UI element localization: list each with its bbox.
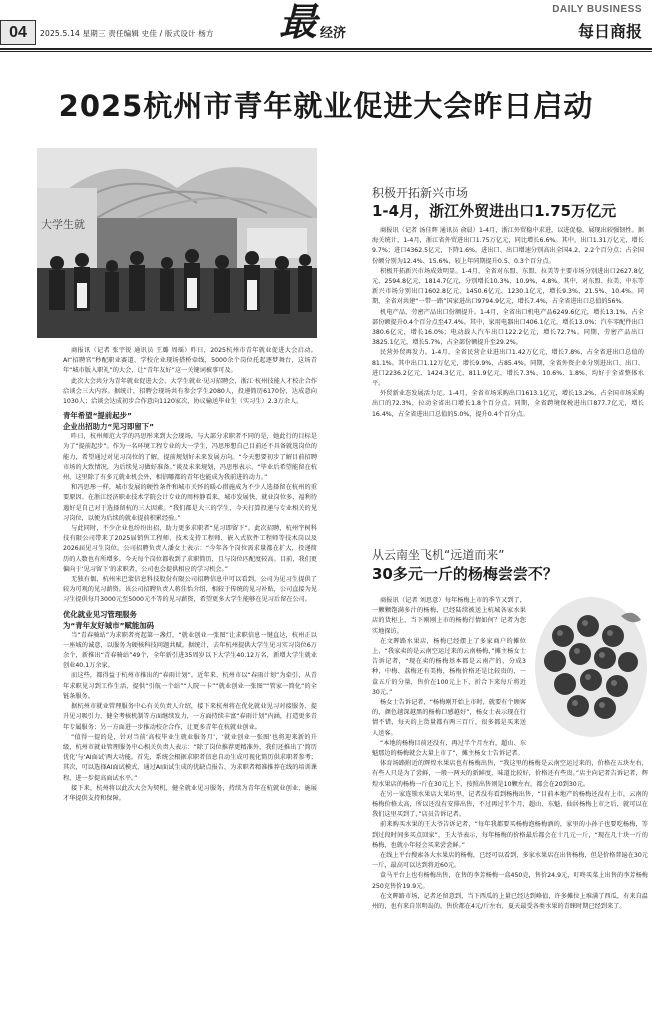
trade-article-body <box>372 226 644 524</box>
paragraph: “本地的杨梅目前还没有，再过半个月左右，超山、东魁那边的杨梅就会大量上市了”，摊主杨女士告诉记者。 <box>372 739 526 758</box>
bayberry-headline: 30多元一斤的杨梅尝尝不？ <box>372 565 558 583</box>
section-subtitle-line2: 为“青年友好城市”赋能加码 <box>63 620 155 630</box>
brand-chinese: 每日商报 <box>577 22 642 41</box>
paragraph: 民营外贸再发力。1-4月，全省民营企业进出口1.42万亿元，增长7.8%，占全省进出口总值的81.1%。其中出口1.12万亿元，增长9.9%，占85.4%。同期，全省外资企业分别进出口、出口、进口2236.2亿元、1424.3亿元、811.9亿元，增长7.3%、10.6%、1.8%，均好于全省整体水平。 <box>372 349 644 388</box>
paragraph: 在线上平台搜索各大水果店的杨梅，已经可以看到，多家水果店在出售杨梅，但是价格普遍在30元一斤，最高可以达到将近60元。 <box>372 852 648 870</box>
paragraph: 体育场路附近的辉煌水果店也有杨梅出售，“我这里的杨梅是云南空运过来的，价格在五块左右，有些人只是为了尝鲜，一般一两天的新鲜度，味道比较好，价格还有些贵。”店主向记者告诉记者，辉煌水果店的杨梅一斤在30元上下，按照出售则是10颗左右，都会在20到30元。 <box>372 760 648 788</box>
paragraph: 接下来，杭州将以此次大会为契机，健全就业见习服务，持续为青年在杭就业创业、施展才华提供支持和保障。 <box>63 784 317 802</box>
section-subtitle: 青年希望“提前起步” <box>63 411 132 421</box>
issue-line: 2025.5.14 星期三 责任编辑 史佳 / 版式设计 杨方 <box>40 29 214 38</box>
page-number: 04 <box>0 20 36 45</box>
paragraph: 机电产品、劳密产品出口份额提升。1-4月，全省出口机电产品6249.6亿元，增长13.1%，占全部份额提升0.4个百分点至47.4%。其中，家用电器出口406.1亿元，增长13.0%；汽车零配件出口380.6亿元，增长16.0%；电动载人汽车出口122.2亿元，增长72.7%。同期，劳密产品出口3825.1亿元，增长5.7%，占全部份额提升至29.2%。 <box>372 308 644 347</box>
svg-text:大学生就: 大学生就 <box>41 218 85 231</box>
bayberry-article-body <box>372 596 648 1024</box>
paragraph: 商报讯（记者 汤佳辉 通讯员 俞晨）1-4月，浙江外贸稳中求进，以进促稳，展现出较强韧性。据海关统计，1-4月，浙江省外贸进出口1.75万亿元，同比增长6.6%。其中，出口1.31万亿元，增长9.7%；进口4362.5亿元，下降1.6%。进出口、出口增速分别高出全国4.2、2.2个百分点；占全国份额分别为12.4%、15.6%，较上年同期提升0.5、0.3个百分点。 <box>372 227 644 265</box>
paragraph: 商报讯（记者 张宇锐 通讯员 王璐 周瑶）昨日，2025杭州市青年就业促进大会启动。AI“招聘官”秒配职业赛道、学校企业现场搭桥牵线，5000余个岗位托起逐梦舞台，这场青年“城市版入职礼”的大会，让“青年友好”这一关键词被事可及。 <box>63 347 317 375</box>
masthead-rule-thin <box>0 51 652 52</box>
brand-english: DAILY BUSINESS <box>552 4 642 15</box>
paragraph: 与此同时，不少企业也纷纷出招，助力更多求职者“见习即留下”。此次招聘，杭州宇树科技有限公司带来了2025届销售工程师、技术支持工程师、嵌入式软件工程师等技术岗以及2026届见习生岗位。公司招聘负责人潘女士表示：“今年各个岗位需求量都在扩大，投递简历的人数也有所增多。今天每个岗位都收到了求职简历，且与岗位匹配度较高。目前，我们更偏向于‘见习留下’的求职者，公司也会提供相应的学习机会。” <box>63 525 317 573</box>
paragraph: 和冯思彤一样，城市发展的硬性条件和城市关怀的暖心措施成为不少人选择留在杭州的重要原因。在浙江经济职业技术学院会计专业的周梓静看来，城市发展快、就业岗位多、福利待遇好是自己对于选择留杭的三大因素。“我们都是大三的学生，今天打算投递与专业相关的见习岗位，以便为后续的就业提前积累经验。” <box>63 484 317 522</box>
paragraph: 在文晖路市场，记者还留意到，当下西瓜的上量已经达到峰值，许多摊位上堆满了西瓜，有来自温州的，也有来自崇明岛的，售价都在4元/斤左右，夏天最受各类水果的青睐时期已经到来了。 <box>372 892 648 911</box>
paragraph: 昨日，杭州师范大学的冯思彤来到大会现场，与大部分求职者不同的是，她此行的目标是为了“提前起步”。作为一名环境工程专业的大一学生，冯思彤想自己目前还不具备就选岗位的能力，希望通过对见习岗位的了解，提前规划好未来发展方向。“今天想要初步了解目前招聘市场的大致情况，为后续见习做好准备。”谈及未来规划，冯思彤表示，“毕业后希望能留在杭州，这里除了有多元就业机会外，相信哪都的青年也能成为我前进的动力。” <box>63 433 317 482</box>
paragraph: “值得一提的是，针对当前‘高校毕业生就业服务月’，‘就业创业一张图’也将迎来新的升级，杭州市就业管理服务中心相关负责人表示：“除了岗位推荐更精准外，我们还推出了‘简历优化’与‘AI面试’两大功能。首先，系统会根据求职者信息自动生成可视化简历供求职者参考；其次，可以选择AI面试模式，通过AI面试生成的优缺点报告，为求职者精准推荐在线的培训课程，进一步提高面试水平。” <box>63 733 317 782</box>
main-article-body <box>63 346 317 1024</box>
paragraph: 当“青春骑站”为求职者亮起第一盏灯，“就业创业一张图”让求职信息一键直达，杭州正以一座城的诚意，以服务为硬核科技问题共赋。据统计，去年杭州提供大学生见习实习岗位6万余个，新推出“青春骑站”49个，全年新引进35周岁以下大学生40.12万名，新增大学生就业创业40.1万余家。 <box>63 631 317 670</box>
paragraph: 外贸新业态发展活力足。1-4月，全省市场采购出口1613.1亿元，增长13.2%，占全国市场采购出口的72.3%，拉动全省出口增长1.8个百分点。同期，全省跨境保税进出口877.7亿元，增长16.4%，占全省进出口总值的5.0%，提升0.4个百分点。 <box>372 390 644 418</box>
section-subtitle: 优化就业见习管理服务 <box>63 609 137 619</box>
paragraph: 前来购买水果的王大爷告诉记者，“每年我都要买杨梅泡杨梅酒的，家里的小孙子也要吃杨梅，等到过段时间多买点回家”，王大爷表示，每年杨梅的价格最后都会在十几元一斤，“现在几十块一斤的杨梅，也就小年轻会买来尝尝鲜。” <box>372 821 648 849</box>
trade-kicker: 积极开拓新兴市场 <box>372 186 469 200</box>
paragraph: 盒马平台上也有杨梅出售，在售的李芳杨梅一盒450克，售价24.9元，叮咚买菜上出售的李芳杨梅250克售价19.9元。 <box>372 872 648 890</box>
page-headline: 2025杭州市青年就业促进大会昨日启动 <box>58 89 594 123</box>
bayberry-kicker: 从云南坐飞机“远道而来” <box>372 548 505 562</box>
paragraph: 据杭州市就业管理服务中心有关负责人介绍，接下来杭州将在优化就业见习对接服务、提升见习吸引力、健全考核机制等方面继续发力，一方面持续丰富“春雨计划”内涵，打造更多青年专属服务；另一方面进一步推动校企合作，让更多青年在杭就业创业。 <box>63 703 317 731</box>
trade-headline: 1-4月，浙江外贸进出口1.75万亿元 <box>372 202 617 220</box>
photo-text-wrap <box>526 596 648 742</box>
section-name: 经济 <box>320 26 347 41</box>
paragraph: 此次大会共分为青年就业促进大会、大学生就业·见习招聘会，浙江·杭州技能人才校企合作洽谈会三大内容。据统计，招聘会现场共有参会学生2080人，投递简历6170份，达成意向1030人；洽谈会达成初步合作意向1120家次，协议输送毕业生（实习生）2.3万余人。 <box>63 377 317 406</box>
paragraph: 在文晖路水果店，杨梅已经摆上了多家商户的摊位上，“我家卖的是云南空运过来的云南杨梅，”摊主杨女士告诉记者，“现在卖的杨梅基本都是云南产的，分成3种，中梅、荔梅还有美梅，杨梅价格还是比较贵的，一盒五斤的分量，售价在100元上下，折合下来每斤将近30元。” <box>372 637 526 696</box>
paragraph: 杨女士告诉记者，“杨梅刚开始上市时，就要有个顾客的，颜色越深越黑的杨梅口感越好”，杨女士表示现在行情不错，每天的上货量都有两三百斤，很多都是买来送人送客。 <box>372 699 526 737</box>
job-fair-photo <box>37 148 317 338</box>
paragraph: 商报讯（记者 刘思意）每年杨梅上市的季节又到了，一颗颗饱满多汁的杨梅，已经陆续被送上杭城各家水果店的货柜上，当下刚刚上市的杨梅行情如何？记者为您实地探访。 <box>372 597 526 635</box>
paragraph: 积极开拓新兴市场成效明显。1-4月，全省对东盟、东盟、拉美等主要市场分别进出口2627.8亿元、2594.8亿元、1814.7亿元，分别增长10.3%、10.9%、4.8%。其中，对东盟、拉美、中东等新兴市场分别出口1602.8亿元、1450.6亿元、1230.1亿元，增长9.3%、21.5%、10.4%。同期，全省对共建“一带一路”国家进出口9794.9亿元，增长7.4%，占全省进出口总值的56%。 <box>372 267 644 306</box>
paragraph: 在另一家连锁水果店大果坊里，记者没有看到杨梅出售，“目前本地产的杨梅还没有上市，云南的杨梅价格太高，所以还没有安排出售，不过再过半个月，超山、东魁、仙居杨梅上市之后，就可以在我们这里买到了，”店员告诉记者。 <box>372 790 648 819</box>
masthead-rule <box>0 48 652 50</box>
section-subtitle-line2: 企业出招助力“见习即留下” <box>63 422 155 432</box>
paragraph: 而这些，都得益于杭州市推出的“春雨计划”。近年来，杭州市以“春雨计划”为牵引，从青年求职见习到工作生活，提供“引航一个站”“人院一卡”“就业创业一张图”“管家一简化”的全链条服务。 <box>63 672 317 700</box>
section-logo-char: 最 <box>279 0 318 44</box>
paragraph: 无独有偶，杭州米巴蒙信息科技股份有限公司招聘信息中可以看到，公司为见习生提供了较为可观的见习薪资。该公司招聘负责人蒋佳怡介绍，相较于传统的见习补贴，公司直接为见习生提供每月3000元至5000元不等的见习薪资，希望更多大学生能够在见习后留在公司。 <box>63 576 317 604</box>
